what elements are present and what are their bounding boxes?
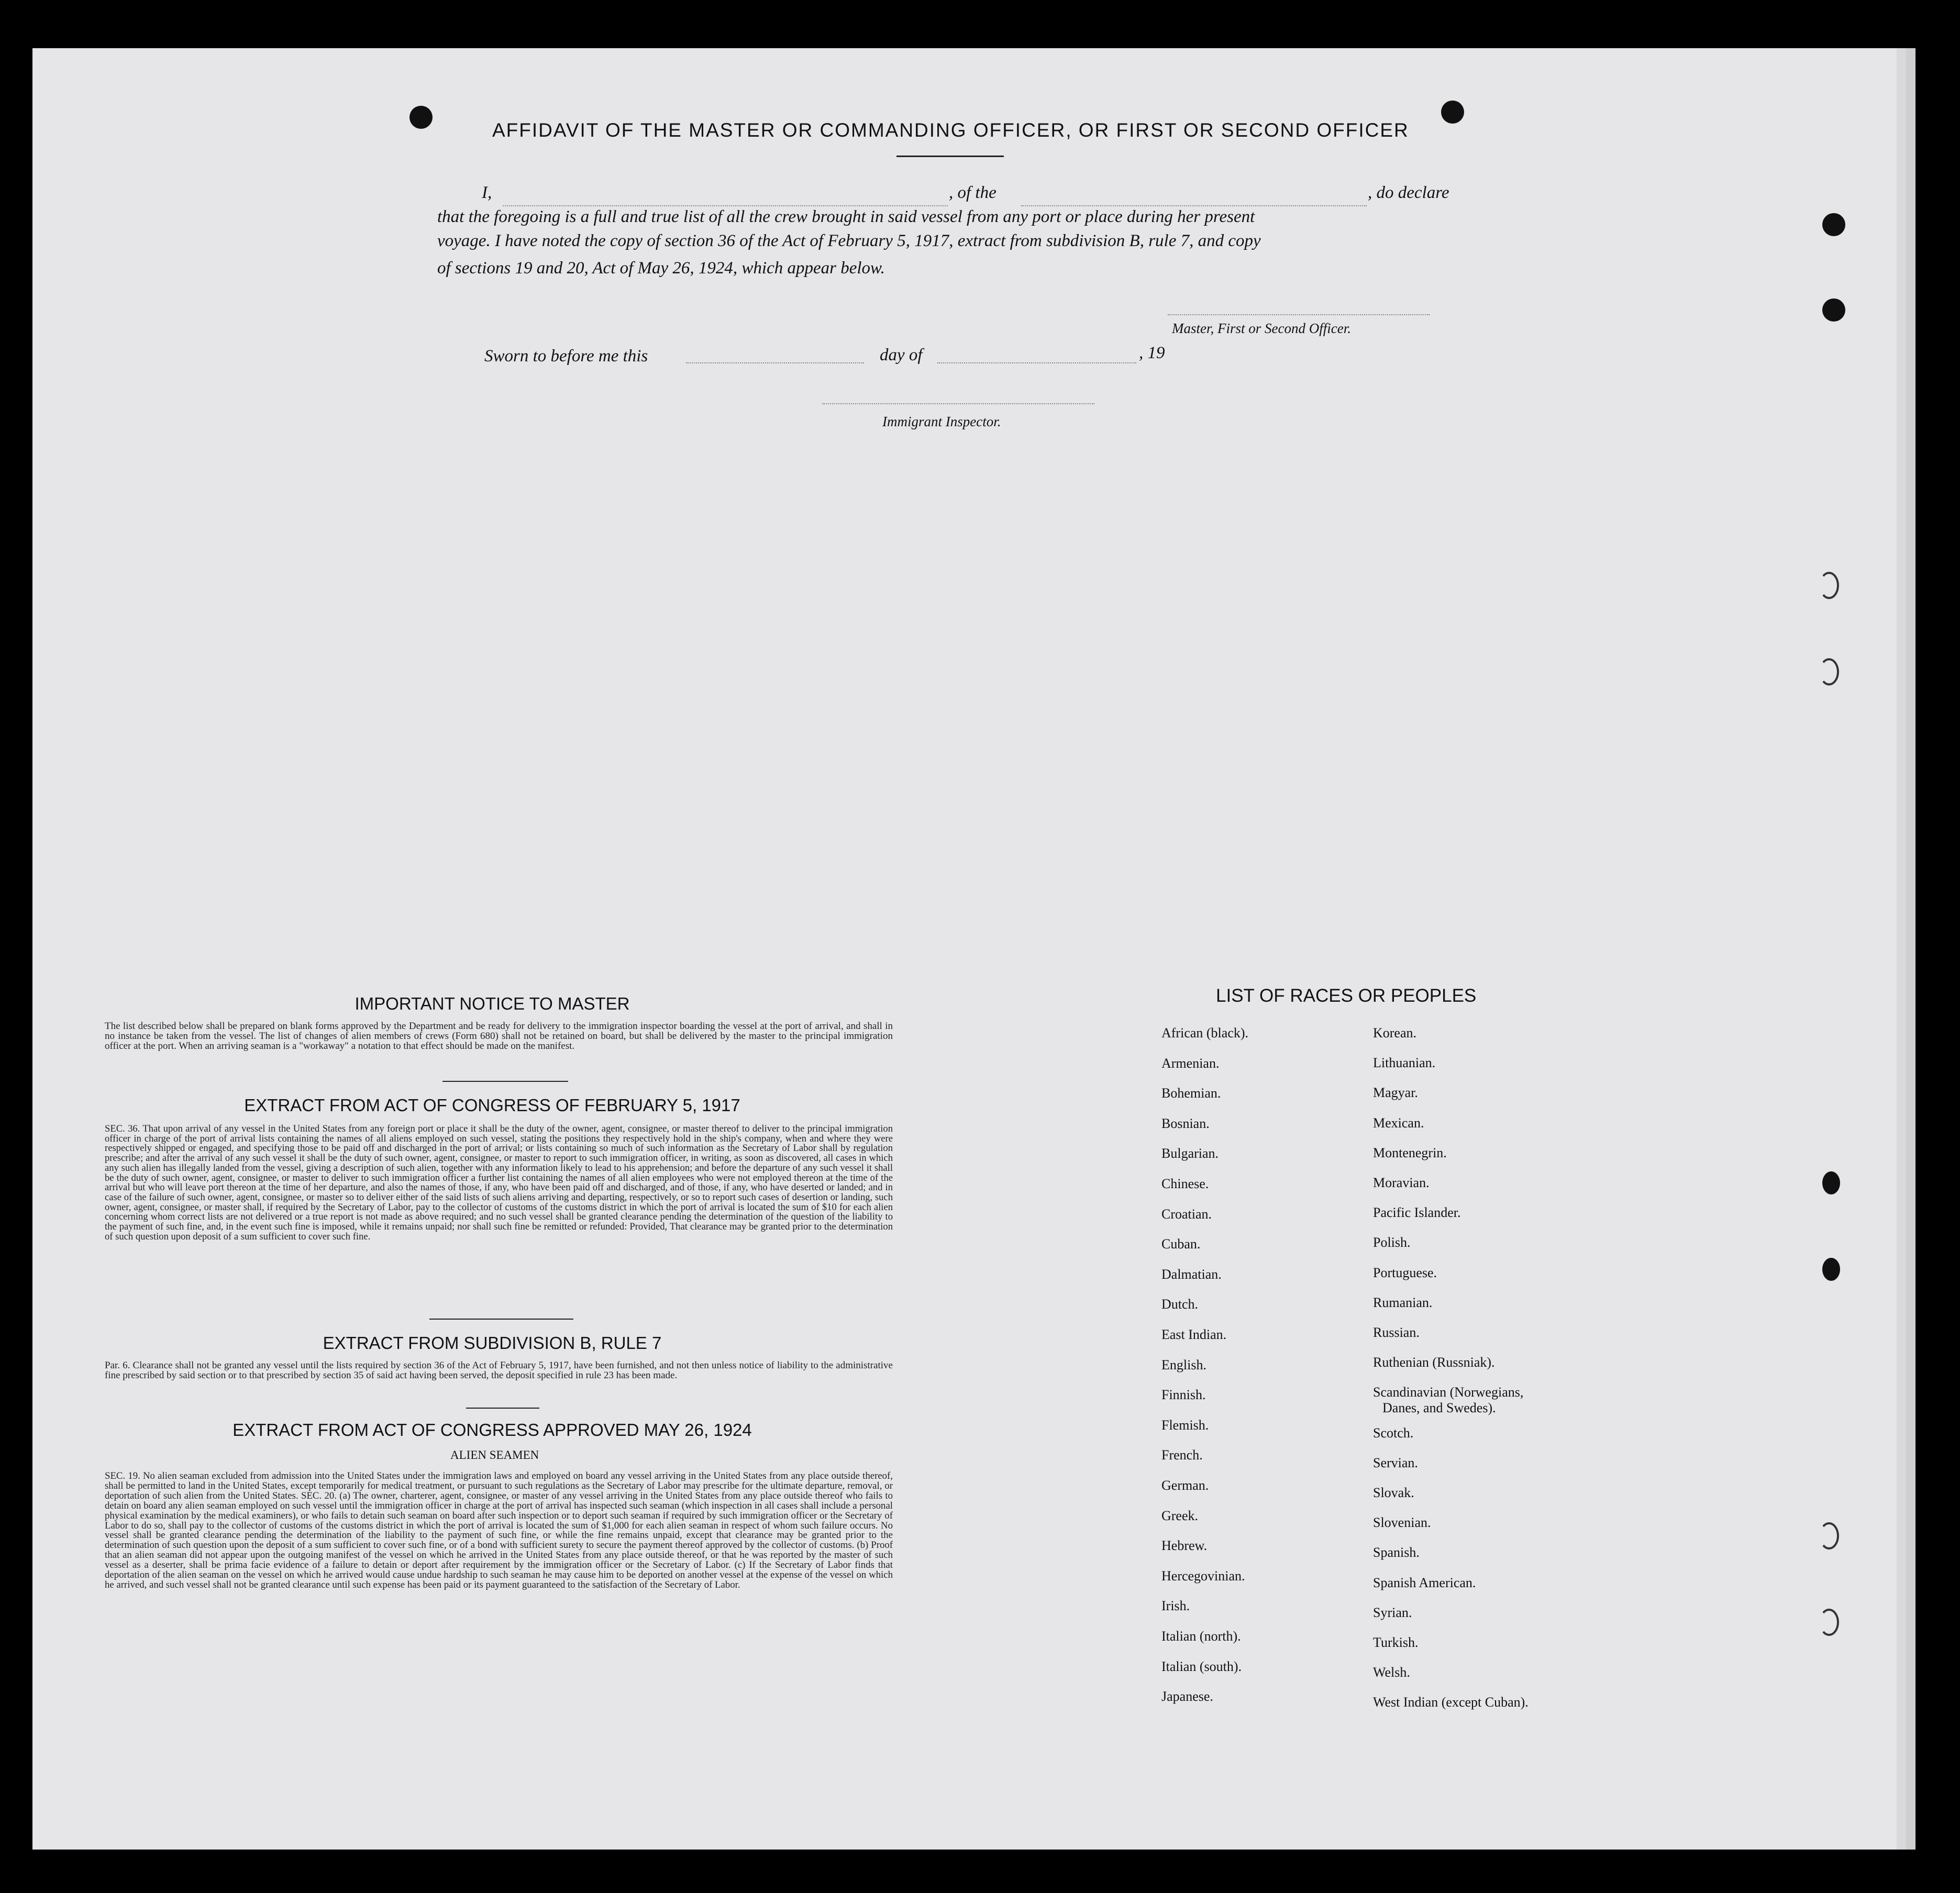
race-item: Russian. xyxy=(1373,1325,1420,1340)
extract-1924-title: EXTRACT FROM ACT OF CONGRESS APPROVED MAY 26, 1924 xyxy=(232,1420,752,1440)
extract-1924-text: SEC. 19. No alien seaman excluded from admission into the United States under the immigration laws and employed on board any vessel arriving in the United States from any place outside thereof, shall be permitted to land in the United States, except temporarily for medical treatment, or pursuant to such regulations as the Secretary of Labor may prescribe for the ultimate departure, removal, or deportation of such alien from the United States. SEC. 20. (a) The owner, charterer, agent, consignee, or master of any vessel arriving in the United States from any place outside thereof who fails to detain on board any alien seaman employed on such vessel until the immigration officer in charge at the port of arrival has inspected such seaman (which inspection in all cases shall include a personal physical examination by the medical examiners), or who fails to detain such seaman on board after such inspection or to deport such seaman if required by such immigration officer or the Secretary of Labor to do so, shall pay to the collector of customs of the customs district in which the port of arrival is located the sum of $1,000 for each alien seaman in respect of whom such failure occurs. No vessel shall be granted clearance pending the determination of the liability to the payment of such fine, or while the fine remains unpaid, except that clearance may be granted prior to the determination of such question upon the deposit of a sum sufficient to cover such fine, or of a bond with sufficient surety to secure the payment thereof approved by the collector of customs. (b) Proof that an alien seaman did not appear upon the outgoing manifest of the vessel on which he arrived in the United States from any place outside thereof, or that he was reported by the master of such vessel as a deserter, shall be prima facie evidence of a failure to detain or deport after requirement by the immigration officer or the Secretary of Labor. (c) If the Secretary of Labor finds that deportation of the alien seaman on the vessel on which he arrived would cause undue hardship to such seaman he may cause him to be deported on another vessel at the expense of the vessel on which he arrived, and such vessel shall not be granted clearance until such expense has been paid or its payment guaranteed to the satisfaction of the Secretary of Labor. xyxy=(105,1470,893,1590)
race-item: West Indian (except Cuban). xyxy=(1373,1695,1529,1710)
race-item: Welsh. xyxy=(1373,1665,1410,1680)
race-item: East Indian. xyxy=(1161,1327,1227,1342)
race-item: Portuguese. xyxy=(1373,1265,1437,1280)
race-item: Armenian. xyxy=(1161,1055,1220,1071)
punch-hole xyxy=(1822,1258,1840,1281)
race-item: Spanish. xyxy=(1373,1545,1420,1560)
race-item: Servian. xyxy=(1373,1455,1418,1470)
race-item: Dutch. xyxy=(1161,1297,1199,1312)
punch-ring xyxy=(1819,1522,1839,1549)
race-item: Croatian. xyxy=(1161,1206,1212,1222)
punch-ring xyxy=(1819,658,1839,685)
affidavit-line-2: that the foregoing is a full and true list of all the crew brought in said vessel from any port or place during her present xyxy=(437,207,1255,226)
race-item: Greek. xyxy=(1161,1508,1199,1523)
race-item: Turkish. xyxy=(1373,1635,1419,1650)
affidavit-title: AFFIDAVIT OF THE MASTER OR COMMANDING OFFICER, OR FIRST OR SECOND OFFICER xyxy=(492,119,1409,141)
race-item: Magyar. xyxy=(1373,1085,1418,1101)
race-item: Danes, and Swedes). xyxy=(1382,1400,1496,1415)
race-item: Mexican. xyxy=(1373,1115,1424,1131)
race-item: Slovak. xyxy=(1373,1485,1414,1500)
master-label: Master, First or Second Officer. xyxy=(1172,320,1351,336)
punch-hole xyxy=(1822,213,1845,236)
punch-hole xyxy=(1822,1171,1840,1194)
punch-hole xyxy=(409,106,433,129)
punch-hole xyxy=(1822,298,1845,322)
race-item: Scotch. xyxy=(1373,1425,1414,1441)
extract-1917-title: EXTRACT FROM ACT OF CONGRESS OF FEBRUARY 5, 1917 xyxy=(244,1095,740,1115)
vessel-field[interactable] xyxy=(1021,205,1367,206)
race-item: French. xyxy=(1161,1447,1203,1463)
notice-title: IMPORTANT NOTICE TO MASTER xyxy=(355,994,630,1013)
race-item: Syrian. xyxy=(1373,1604,1412,1620)
title-underline xyxy=(896,156,1004,157)
do-declare-label: , do declare xyxy=(1368,183,1449,202)
punch-hole xyxy=(1441,101,1464,124)
race-item: Scandinavian (Norwegians, xyxy=(1373,1385,1524,1400)
race-item: Cuban. xyxy=(1161,1236,1201,1252)
extract-1917-text: SEC. 36. That upon arrival of any vessel in the United States from any foreign port or place it shall be the duty of the owner, agent, consignee, or master thereof to deliver to the principal immigration officer in charge of the port of arrival lists containing the names of all aliens employed on such vessel, stating the positions they respectively hold in the ship's company, when and where they were respectively shipped or engaged, and specifying those to be paid off and discharged in the port of arrival; or lists containing so much of such information as the Secretary of Labor shall by regulation prescribe; and after the arrival of any such vessel it shall be the duty of such owner, agent, consignee, or master to report to such immigration officer, in writing, as soon as discovered, all cases in which any such alien has illegally landed from the vessel, giving a description of such alien, together with any information likely to lead to his apprehension; and before the departure of any such vessel it shall be the duty of such owner, agent, consignee, or master to deliver to such immigration officer a further list containing the names of all alien employees who were not employed thereon at the time of the arrival but who will leave port thereon at the time of her departure, and also the names of those, if any, who have been paid off and discharged, and of those, if any, who have deserted or landed; and in case of the failure of such owner, agent, consignee, or master so to deliver either of the said lists of such aliens arriving and departing, respectively, or so to report such cases of desertion or landing, such owner, agent, consignee, or master shall, if required by the Secretary of Labor, pay to the collector of customs of the customs district in which the port of arrival is located the sum of $10 for each alien concerning whom correct lists are not delivered or a true report is not made as above required; and no such vessel shall be granted clearance pending the determination of the question of the liability to the payment of such fine, and, in the event such fine is imposed, while it remains unpaid; nor shall such fine be remitted or refunded: Provided, That clearance may be granted prior to the determination of such question upon deposit of a sum sufficient to cover such fine. xyxy=(105,1123,893,1242)
inspector-label: Immigrant Inspector. xyxy=(882,414,1001,429)
race-item: Bohemian. xyxy=(1161,1086,1221,1101)
rule7-title: EXTRACT FROM SUBDIVISION B, RULE 7 xyxy=(323,1333,662,1353)
race-item: Italian (south). xyxy=(1161,1658,1242,1674)
race-item: Flemish. xyxy=(1161,1417,1209,1433)
race-item: English. xyxy=(1161,1357,1206,1372)
affidavit-i: I, xyxy=(482,183,492,202)
race-item: Hercegovinian. xyxy=(1161,1568,1245,1584)
day-of-label: day of xyxy=(880,346,923,364)
race-item: Bulgarian. xyxy=(1161,1146,1219,1161)
divider xyxy=(429,1319,573,1320)
race-item: African (black). xyxy=(1161,1025,1249,1040)
sworn-month-field[interactable] xyxy=(937,362,1136,363)
race-item: Irish. xyxy=(1161,1598,1190,1614)
race-item: Bosnian. xyxy=(1161,1115,1210,1131)
extract-1924-subtitle: ALIEN SEAMEN xyxy=(450,1448,539,1462)
punch-ring xyxy=(1819,572,1839,599)
race-item: Montenegrin. xyxy=(1373,1145,1447,1160)
races-title: LIST OF RACES OR PEOPLES xyxy=(1216,986,1477,1006)
race-item: Polish. xyxy=(1373,1235,1411,1250)
notice-text: The list described below shall be prepared on blank forms approved by the Department and be ready for delivery to the immigration inspector boarding the vessel at the port of arrival, and shall in no instance be taken from the vessel. The list of changes of alien members of crews (Form 680) shall not be retained on board, but shall be delivered by the master to the principal immigration officer at the port. When an arriving seaman is a "workaway" a notation to that effect should be made on the manifest. xyxy=(105,1021,893,1051)
affidavit-line-3: voyage. I have noted the copy of section 36 of the Act of February 5, 1917, extract from subdivision B, rule 7, and copy xyxy=(437,231,1261,250)
of-the-label: , of the xyxy=(949,183,996,202)
race-item: Spanish American. xyxy=(1373,1575,1476,1590)
race-item: Italian (north). xyxy=(1161,1629,1241,1644)
race-item: Ruthenian (Russniak). xyxy=(1373,1355,1495,1370)
punch-ring xyxy=(1819,1609,1839,1636)
rule7-text: Par. 6. Clearance shall not be granted any vessel until the lists required by section 36 of the Act of February 5, 1917, have been furnished, and not then unless notice of liability to the administrative fine prescribed by said section or to that prescribed by section 35 of said act having been served, the deposit specified in rule 23 has been made. xyxy=(105,1360,893,1381)
race-item: Korean. xyxy=(1373,1025,1417,1040)
race-item: German. xyxy=(1161,1478,1209,1493)
race-item: Dalmatian. xyxy=(1161,1266,1222,1282)
divider xyxy=(466,1408,539,1409)
race-item: Slovenian. xyxy=(1373,1515,1431,1531)
sworn-label: Sworn to before me this xyxy=(484,347,648,366)
name-field[interactable] xyxy=(503,205,948,206)
year-label: , 19 xyxy=(1139,344,1165,362)
sworn-day-field[interactable] xyxy=(686,362,864,363)
race-item: Chinese. xyxy=(1161,1176,1209,1191)
master-signature-field[interactable] xyxy=(1168,314,1430,315)
race-item: Rumanian. xyxy=(1373,1294,1433,1310)
divider xyxy=(442,1081,568,1082)
race-item: Finnish. xyxy=(1161,1387,1206,1403)
inspector-signature-field[interactable] xyxy=(822,403,1094,404)
race-item: Pacific Islander. xyxy=(1373,1205,1461,1221)
race-item: Japanese. xyxy=(1161,1689,1213,1704)
race-item: Moravian. xyxy=(1373,1175,1430,1190)
affidavit-line-1 xyxy=(482,183,492,203)
affidavit-line-4: of sections 19 and 20, Act of May 26, 1924, which appear below. xyxy=(437,259,885,278)
race-item: Hebrew. xyxy=(1161,1538,1208,1554)
race-item: Lithuanian. xyxy=(1373,1055,1436,1071)
